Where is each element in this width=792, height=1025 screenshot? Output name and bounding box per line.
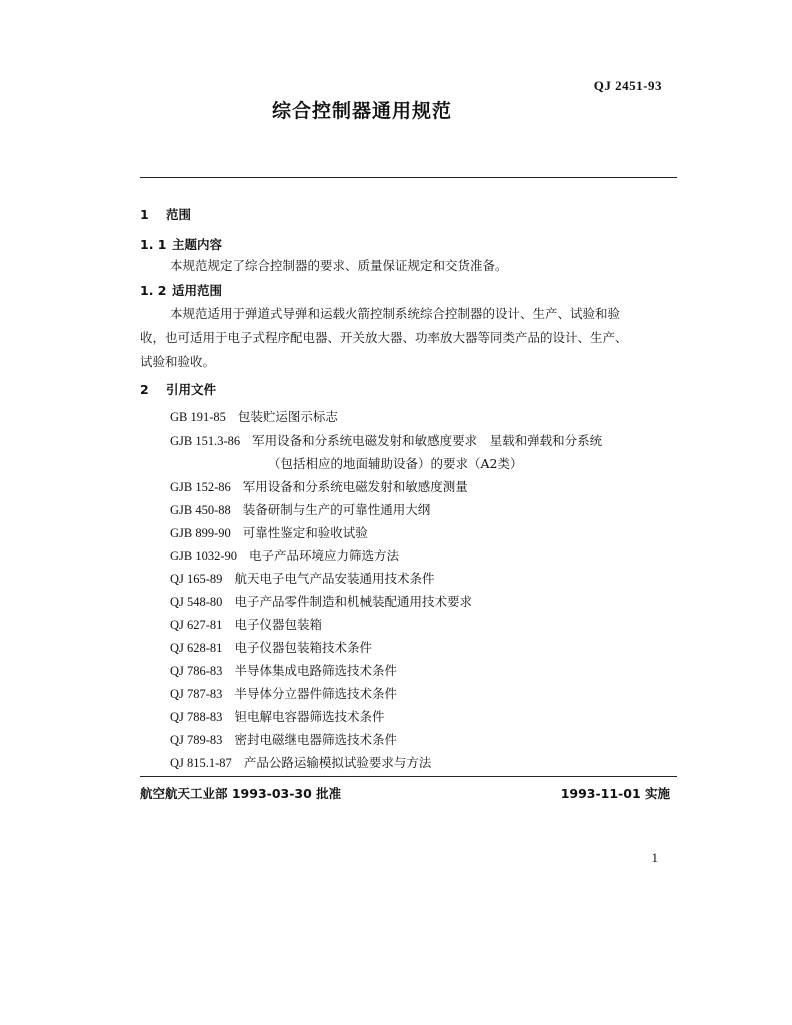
reference-title: 钽电解电容器筛选技术条件: [234, 709, 385, 724]
section-1-1-text: 本规范规定了综合控制器的要求、质量保证规定和交货准备。: [170, 258, 508, 273]
reference-item: [170, 684, 397, 702]
page-number: 1: [651, 850, 658, 865]
section-1-1-heading: [140, 235, 222, 253]
section-title: 范围: [166, 207, 192, 222]
section-1-2-heading: [140, 281, 222, 299]
reference-title: 装备研制与生产的可靠性通用大纲: [242, 502, 431, 517]
section-1-2-line-1: 本规范适用于弹道式导弹和运载火箭控制系统综合控制器的设计、生产、试验和验: [170, 306, 621, 321]
reference-title: 电子仪器包装箱: [234, 617, 322, 632]
reference-title: 半导体分立器件筛选技术条件: [234, 686, 397, 701]
reference-code: QJ 787-83: [170, 687, 223, 701]
bottom-rule: [140, 776, 677, 777]
effective-date: 1993-11-01 实施: [560, 786, 670, 801]
reference-continuation: （包括相应的地面辅助设备）的要求（A2类）: [268, 456, 523, 471]
reference-code: QJ 628-81: [170, 641, 223, 655]
reference-title: 电子产品环境应力筛选方法: [249, 548, 400, 563]
standard-code: QJ 2451-93: [593, 78, 662, 93]
reference-item: [170, 523, 368, 541]
reference-title: 可靠性鉴定和验收试验: [242, 525, 368, 540]
reference-item: [170, 407, 338, 425]
section-title: 引用文件: [166, 382, 217, 397]
section-number: 1: [140, 207, 149, 222]
reference-item: [170, 431, 602, 449]
reference-code: GJB 899-90: [170, 526, 231, 540]
reference-title: 电子仪器包装箱技术条件: [234, 640, 372, 655]
reference-code: QJ 815.1-87: [170, 756, 232, 770]
reference-code: GJB 151.3-86: [170, 434, 241, 448]
reference-title: 产品公路运输模拟试验要求与方法: [243, 755, 432, 770]
reference-item: [170, 753, 431, 771]
section-number: 1. 1: [140, 237, 167, 252]
section-2-heading: [140, 380, 216, 398]
top-rule: [140, 177, 677, 178]
section-1-2-line-2: 收，也可适用于电子式程序配电器、开关放大器、功率放大器等同类产品的设计、生产、: [140, 330, 628, 345]
reference-code: QJ 165-89: [170, 572, 223, 586]
reference-item: [170, 615, 322, 633]
reference-item: [170, 638, 372, 656]
reference-code: GJB 152-86: [170, 480, 231, 494]
reference-item: [170, 569, 434, 587]
approval-info: 航空航天工业部 1993-03-30 批准: [140, 786, 342, 801]
reference-item: [170, 477, 468, 495]
reference-item: [170, 592, 472, 610]
reference-code: GB 191-85: [170, 410, 226, 424]
reference-code: QJ 627-81: [170, 618, 223, 632]
section-number: 2: [140, 382, 149, 397]
reference-item: [170, 707, 384, 725]
reference-code: QJ 788-83: [170, 710, 223, 724]
section-1-2-line-3: 试验和验收。: [140, 354, 216, 369]
reference-title: 包装贮运图示标志: [237, 409, 338, 424]
section-title: 主题内容: [172, 237, 223, 252]
reference-code: QJ 786-83: [170, 664, 223, 678]
reference-code: GJB 1032-90: [170, 549, 238, 563]
section-number: 1. 2: [140, 283, 167, 298]
reference-title: 半导体集成电路筛选技术条件: [234, 663, 397, 678]
reference-code: QJ 789-83: [170, 733, 223, 747]
reference-item: [170, 730, 397, 748]
reference-title: 军用设备和分系统电磁发射和敏感度测量: [242, 479, 468, 494]
reference-item: [170, 661, 397, 679]
reference-code: GJB 450-88: [170, 503, 231, 517]
reference-title: 航天电子电气产品安装通用技术条件: [234, 571, 435, 586]
document-title: 综合控制器通用规范: [272, 100, 453, 122]
reference-title: 电子产品零件制造和机械装配通用技术要求: [234, 594, 472, 609]
section-1-heading: [140, 205, 191, 223]
reference-code: QJ 548-80: [170, 595, 223, 609]
section-title: 适用范围: [172, 283, 223, 298]
reference-title: 军用设备和分系统电磁发射和敏感度要求 星载和弹载和分系统: [252, 433, 603, 448]
reference-title: 密封电磁继电器筛选技术条件: [234, 732, 397, 747]
reference-item: [170, 546, 399, 564]
reference-item: [170, 500, 430, 518]
